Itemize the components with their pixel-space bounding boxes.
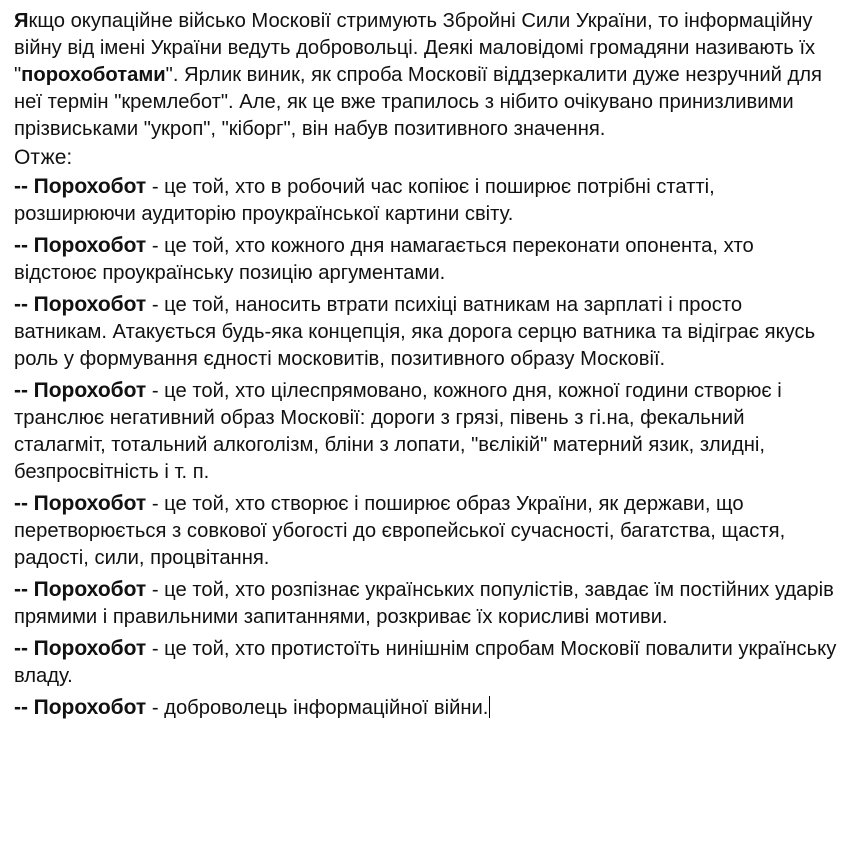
item-dashes: -- xyxy=(14,234,28,257)
item-text: - це той, хто в робочий час копіює і поширює потрібні статті, розширюючи аудиторію проукраїнської картини світу. xyxy=(14,176,715,225)
item-term: Порохобот xyxy=(33,175,147,198)
item-text: - доброволець інформаційної війни. xyxy=(146,697,489,719)
list-item xyxy=(14,291,840,373)
intro-paragraph xyxy=(14,8,840,143)
item-term: Порохобот xyxy=(33,578,147,601)
item-dashes: -- xyxy=(14,379,28,402)
item-term: Порохобот xyxy=(33,293,147,316)
item-dashes: -- xyxy=(14,492,28,515)
document-body xyxy=(14,8,840,726)
item-text: - це той, хто кожного дня намагається переконати опонента, хто відстоює проукраїнську позицію аргументами. xyxy=(14,235,754,284)
item-term: Порохобот xyxy=(33,637,147,660)
list-item xyxy=(14,694,840,722)
text-cursor[interactable] xyxy=(489,696,490,718)
list-item xyxy=(14,490,840,572)
item-text: - це той, хто розпізнає українських популістів, завдає їм постійних ударів прямими і правильними запитаннями, розкриває їх корисливі мотиви. xyxy=(14,579,834,628)
item-term: Порохобот xyxy=(33,492,147,515)
section-heading: Отже: xyxy=(14,146,73,169)
item-text: - це той, наносить втрати психіці ватникам на зарплаті і просто ватникам. Атакується будь-яка концепція, яка дорога серцю ватника та відіграє якусь роль у формування єдності московитів, позитивного образу Московії. xyxy=(14,294,816,370)
list-item xyxy=(14,576,840,631)
item-dashes: -- xyxy=(14,696,28,719)
intro-text-end: ". Ярлик виник, як спроба Московії віддзеркалити дуже незручний для неї термін "кремлебот". Але, як це вже трапилось з нібито очікувано принизливими прізвиськами "укроп", "кіборг", він набув позитивного значення. xyxy=(14,64,822,140)
intro-bold-word: порохоботами xyxy=(21,64,166,86)
item-term: Порохобот xyxy=(33,234,147,257)
item-dashes: -- xyxy=(14,293,28,316)
item-text: - це той, хто цілеспрямовано, кожного дня, кожної години створює і транслює негативний образ Московії: дороги з грязі, півень з гі.на, фекальний сталагміт, тотальний алкоголізм, бліни з лопати, "вєлікій" матерний язик, злидні, безпросвітність і т. п. xyxy=(14,380,782,483)
intro-first-letter: Я xyxy=(14,10,29,32)
list-item xyxy=(14,635,840,690)
intro-text-start: кщо окупаційне військо Московії стримують Збройні Сили України, то інформаційну війну від імені України ведуть добровольці. Деякі маловідомі громадяни називають їх " xyxy=(14,10,816,86)
item-dashes: -- xyxy=(14,637,28,660)
item-text: - це той, хто створює і поширює образ України, як держави, що перетворюється з совкової убогості до європейської сучасності, багатства, щастя, радості, сили, процвітання. xyxy=(14,493,786,569)
item-dashes: -- xyxy=(14,175,28,198)
list-item xyxy=(14,173,840,228)
item-text: - це той, хто протистоїть нинішнім спробам Московії повалити українську владу. xyxy=(14,638,837,687)
item-term: Порохобот xyxy=(33,696,147,719)
item-dashes: -- xyxy=(14,578,28,601)
list-item xyxy=(14,232,840,287)
list-item xyxy=(14,377,840,486)
item-term: Порохобот xyxy=(33,379,147,402)
